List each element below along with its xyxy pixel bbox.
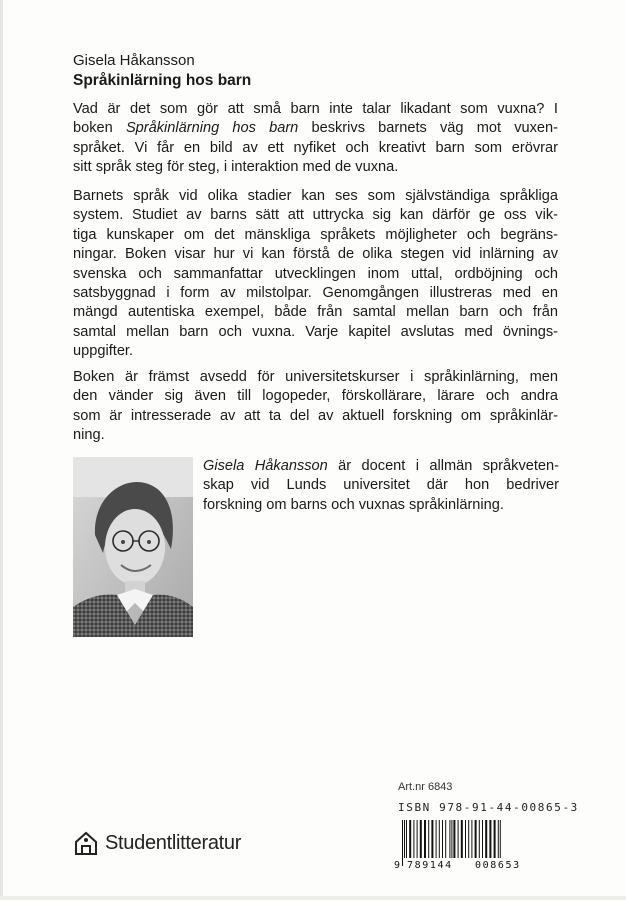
blurb-line: Boken är främst avsedd för universitetskurser i språkinlärning, men	[73, 369, 558, 385]
barcode-bar	[428, 820, 429, 858]
barcode-bar	[406, 820, 407, 858]
barcode-bar	[439, 820, 440, 858]
barcode-right-digits: 008653	[475, 860, 521, 870]
blurb-paragraph-1	[73, 100, 558, 178]
blurb-line: system. Studiet av barns sätt att uttrycka sig kan därför ge oss vik-	[73, 207, 558, 224]
blurb-line: ningar. Boken visar hur vi kan förstå de olika stegen vid inlärning av	[73, 246, 558, 263]
barcode-bar	[485, 820, 487, 858]
bio-author-name: Gisela Håkansson	[203, 458, 328, 474]
barcode-bar	[420, 820, 422, 858]
page-edge-left	[0, 0, 3, 900]
bio-line: forskning om barns och vuxnas språkinlärning.	[203, 496, 504, 513]
blurb-line: den vänder sig även till logopeder, förskollärare, lärare och andra	[73, 388, 558, 405]
barcode-bar	[424, 820, 426, 858]
blurb-paragraph-3	[73, 368, 558, 446]
barcode-bar	[442, 820, 443, 858]
blurb-line: Vad är det som gör att små barn inte talar likadant som vuxna? I	[73, 101, 558, 117]
blurb-line: mängd autentiska exempel, både från samtal mellan barn och från	[73, 304, 558, 321]
article-number: Art.nr 6843	[398, 781, 453, 793]
barcode-bar	[468, 820, 469, 858]
isbn-barcode	[392, 820, 542, 870]
author-name: Gisela Håkansson	[73, 52, 195, 69]
publisher-name: Studentlitteratur	[105, 831, 242, 854]
publisher-logo	[73, 830, 241, 856]
blurb-line: ning.	[73, 427, 105, 444]
author-bio	[203, 457, 559, 515]
barcode-bar	[453, 820, 455, 858]
barcode-left-digits: 789144	[407, 860, 453, 870]
page-edge-bottom	[0, 896, 626, 900]
barcode-bar	[494, 820, 496, 858]
blurb-line: satsbyggnad i form av milstolpar. Genomgången illustreras med en	[73, 285, 558, 302]
blurb-paragraph-2	[73, 187, 558, 362]
blurb-line: tiga kunskaper om det mänskliga språkets möjligheter och begräns-	[73, 226, 558, 243]
barcode-bar	[461, 820, 463, 858]
portrait-illustration	[73, 457, 193, 637]
barcode-bar	[413, 820, 414, 858]
barcode-bar	[475, 820, 477, 858]
blurb-line: sitt språk steg för steg, i interaktion med de vuxna.	[73, 159, 399, 176]
isbn-number: ISBN 978-91-44-00865-3	[398, 801, 579, 814]
barcode-bar	[465, 820, 466, 858]
blurb-line: uppgifter.	[73, 343, 134, 360]
barcode-bar	[482, 820, 483, 858]
bio-line: skap vid Lunds universitet där hon bedriver	[203, 477, 559, 494]
barcode-bar	[417, 820, 418, 858]
barcode-bar	[458, 820, 459, 858]
barcode-bar	[471, 820, 472, 858]
blurb-line: språket. Vi får en bild av ett nyfiket och kreativt barn som erövrar	[73, 139, 558, 156]
barcode-bar	[409, 820, 411, 858]
blurb-line: Barnets språk vid olika stadier kan ses som självständiga språkliga	[73, 188, 558, 204]
barcode-bar	[479, 820, 480, 858]
bio-line: Gisela Håkansson är docent i allmän språkveten-	[203, 458, 560, 474]
barcode-bar	[436, 820, 437, 858]
blurb-line: samtal mellan barn och vuxna. Varje kapitel avslutas med övnings-	[73, 323, 558, 340]
publisher-house-icon	[73, 830, 99, 856]
blurb-line: boken Språkinlärning hos barn beskrivs barnets väg mot vuxen-	[73, 120, 559, 137]
barcode-bar	[402, 820, 403, 866]
barcode-bar	[431, 820, 433, 858]
blurb-line: svenska och sammanfattar utvecklingen inom uttal, ordböjning och	[73, 265, 558, 282]
blurb-line: som är intresserade av att ta del av aktuell forskning om språkinlär-	[73, 407, 558, 424]
book-title-italic: Språkinlärning hos barn	[125, 120, 299, 137]
author-portrait	[73, 457, 193, 637]
book-title: Språkinlärning hos barn	[73, 72, 252, 89]
barcode-bar	[445, 820, 446, 858]
barcode-lead-digit: 9	[394, 860, 401, 870]
barcode-bar	[489, 820, 491, 858]
